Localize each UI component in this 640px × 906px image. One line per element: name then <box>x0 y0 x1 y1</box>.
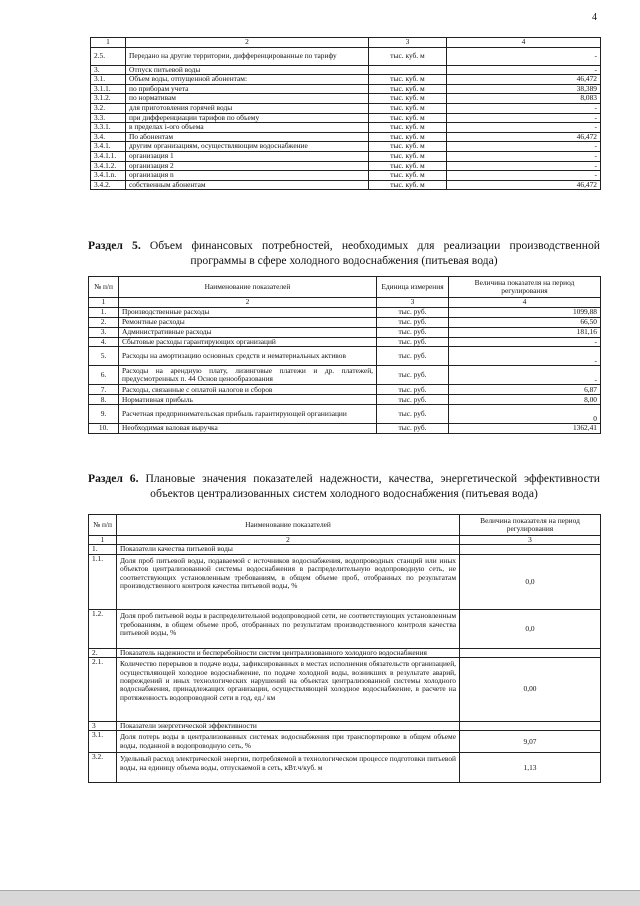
row-name: Административные расходы <box>119 327 377 337</box>
row-value: 8,083 <box>447 94 601 104</box>
row-unit: тыс. руб. <box>377 327 449 337</box>
row-value <box>460 648 601 657</box>
row-unit: тыс. куб. м <box>369 123 447 133</box>
row-value: - <box>449 347 601 366</box>
water-volume-table <box>90 37 601 190</box>
row-number: 3.4.1.1. <box>91 151 126 161</box>
table-row <box>91 123 601 133</box>
row-number: 2.5. <box>91 47 126 65</box>
row-value: 6,87 <box>449 385 601 395</box>
header-cell: 3 <box>369 38 447 48</box>
row-value: 46,472 <box>447 180 601 190</box>
row-unit: тыс. руб. <box>377 424 449 434</box>
row-unit: тыс. куб. м <box>369 151 447 161</box>
row-number: 7. <box>89 385 119 395</box>
row-value: - <box>447 113 601 123</box>
table-row <box>91 47 601 65</box>
header-cell: 4 <box>447 38 601 48</box>
table-row <box>89 610 601 649</box>
row-value: - <box>447 123 601 133</box>
row-number: 3 <box>89 722 117 731</box>
row-name: в пределах i-ого объема <box>126 123 369 133</box>
table-row <box>89 424 601 434</box>
row-value <box>460 722 601 731</box>
bottom-scan-bar <box>0 890 640 906</box>
row-name: организация n <box>126 171 369 181</box>
table3-index-row <box>89 536 601 545</box>
row-unit: тыс. куб. м <box>369 142 447 152</box>
row-unit: тыс. руб. <box>377 317 449 327</box>
group-row <box>89 648 601 657</box>
row-value: - <box>447 65 601 75</box>
row-name: Доля проб питьевой воды, подаваемой с источников водоснабжения, водопроводных станций или иных объектов централизованной системы водоснабжения в распределительную водопроводную сеть, не соответствующих установленным требованиям, в общем объеме проб, отобранных по результатам производственного контроля качества питьевой воды, % <box>117 554 460 609</box>
row-value: - <box>449 366 601 385</box>
table3-header-row <box>89 515 601 536</box>
row-number: 1. <box>89 545 117 554</box>
row-value: 0 <box>449 405 601 424</box>
row-unit: тыс. куб. м <box>369 180 447 190</box>
row-value: 38,389 <box>447 84 601 94</box>
table-row <box>89 395 601 405</box>
row-number: 3.3.1. <box>91 123 126 133</box>
row-number: 8. <box>89 395 119 405</box>
row-unit: тыс. руб. <box>377 307 449 317</box>
row-number: 3.1. <box>91 75 126 85</box>
row-number: 3. <box>91 65 126 75</box>
index-cell: 3 <box>460 536 601 545</box>
row-name: организация 1 <box>126 151 369 161</box>
col-header-num: № п/п <box>89 277 119 298</box>
row-value: 1362,41 <box>449 424 601 434</box>
table-row <box>89 658 601 722</box>
row-number: 3.4.2. <box>91 180 126 190</box>
financial-needs-table <box>88 276 601 434</box>
table2-index-row <box>89 298 601 308</box>
header-cell: 1 <box>91 38 126 48</box>
row-unit: тыс. куб. м <box>369 94 447 104</box>
row-name: собственным абонентам <box>126 180 369 190</box>
table-row <box>91 103 601 113</box>
table-row <box>89 327 601 337</box>
row-number: 3.2. <box>91 103 126 113</box>
row-unit: тыс. руб. <box>377 385 449 395</box>
row-name: Ремонтные расходы <box>119 317 377 327</box>
row-number: 6. <box>89 366 119 385</box>
row-unit: тыс. куб. м <box>369 103 447 113</box>
row-value: 0,0 <box>460 610 601 649</box>
row-name: Необходимая валовая выручка <box>119 424 377 434</box>
row-name: Доля потерь воды в централизованных системах водоснабжения при транспортировке в общем объеме воды, поданной в водопроводную сеть, % <box>117 731 460 753</box>
row-number: 1.1. <box>89 554 117 609</box>
section5-label: Раздел 5. <box>88 239 141 252</box>
page-number: 4 <box>592 12 597 23</box>
row-value: - <box>447 161 601 171</box>
col-header-unit: Единица измерения <box>377 277 449 298</box>
row-number: 1.2. <box>89 610 117 649</box>
row-value: - <box>447 142 601 152</box>
row-value <box>460 545 601 554</box>
index-cell: 3 <box>377 298 449 308</box>
row-number: 3.4.1.2. <box>91 161 126 171</box>
row-unit: тыс. руб. <box>377 347 449 366</box>
table-row <box>89 385 601 395</box>
row-unit: тыс. куб. м <box>369 75 447 85</box>
row-name: Удельный расход электрической энергии, потребляемой в технологическом процессе подготовки питьевой воды, на единицу объема воды, отпускаемой в сеть, кВт.ч/куб. м <box>117 753 460 783</box>
row-unit: тыс. руб. <box>377 395 449 405</box>
table-row <box>91 84 601 94</box>
row-value: 1,13 <box>460 753 601 783</box>
row-value: 0,0 <box>460 554 601 609</box>
col-header-value: Величина показателя на период регулирования <box>460 515 601 536</box>
row-value: 8,00 <box>449 395 601 405</box>
table-row <box>89 347 601 366</box>
row-value: 9,07 <box>460 731 601 753</box>
row-value: 66,50 <box>449 317 601 327</box>
section6-label: Раздел 6. <box>88 472 139 485</box>
row-unit: тыс. руб. <box>377 405 449 424</box>
row-unit: тыс. руб. <box>377 337 449 347</box>
row-value: 0,00 <box>460 658 601 722</box>
row-unit: тыс. куб. м <box>369 47 447 65</box>
row-name: По абонентам <box>126 132 369 142</box>
table-row <box>89 731 601 753</box>
table-row <box>89 337 601 347</box>
table-row <box>91 180 601 190</box>
section5-heading <box>88 238 600 268</box>
row-unit: тыс. куб. м <box>369 161 447 171</box>
row-number: 3.4.1.n. <box>91 171 126 181</box>
table-row <box>91 113 601 123</box>
index-cell: 1 <box>89 298 119 308</box>
section6-heading <box>88 471 600 501</box>
row-value: 46,472 <box>447 132 601 142</box>
row-number: 4. <box>89 337 119 347</box>
row-name: Передано на другие территории, дифференцированные по тарифу <box>126 47 369 65</box>
table-row <box>89 554 601 609</box>
table-row <box>89 753 601 783</box>
indicators-table <box>88 514 601 783</box>
table-row <box>91 151 601 161</box>
row-name: Доля проб питьевой воды в распределительной водопроводной сети, не соответствующих установленным требованиям, в общем объеме проб, отобранных по результатам производственного контроля качества питьевой воды, % <box>117 610 460 649</box>
row-name: Производственные расходы <box>119 307 377 317</box>
table-row <box>91 171 601 181</box>
row-name: Сбытовые расходы гарантирующих организаций <box>119 337 377 347</box>
row-number: 3.4.1. <box>91 142 126 152</box>
row-unit: тыс. куб. м <box>369 113 447 123</box>
table-row <box>91 75 601 85</box>
row-name: Объем воды, отпущенной абонентам: <box>126 75 369 85</box>
row-name: Показатели энергетической эффективности <box>117 722 460 731</box>
row-number: 3.1.2. <box>91 94 126 104</box>
row-unit: тыс. куб. м <box>369 132 447 142</box>
row-name: по приборам учета <box>126 84 369 94</box>
index-cell: 2 <box>119 298 377 308</box>
row-name: Расходы, связанные с оплатой налогов и сборов <box>119 385 377 395</box>
row-number: 1. <box>89 307 119 317</box>
col-header-num: № п/п <box>89 515 117 536</box>
index-cell: 2 <box>117 536 460 545</box>
row-name: для приготовления горячей воды <box>126 103 369 113</box>
row-name: Показатели качества питьевой воды <box>117 545 460 554</box>
table-row <box>89 307 601 317</box>
row-value: - <box>447 151 601 161</box>
row-value: - <box>449 337 601 347</box>
row-name: Показатель надежности и бесперебойности систем централизованного холодного водоснабжения <box>117 648 460 657</box>
row-name: Расчетная предпринимательская прибыль гарантирующей организации <box>119 405 377 424</box>
row-value: - <box>447 103 601 113</box>
row-number: 3. <box>89 327 119 337</box>
index-cell: 1 <box>89 536 117 545</box>
row-number: 2. <box>89 317 119 327</box>
table-row <box>89 405 601 424</box>
table-row <box>91 65 601 75</box>
row-number: 3.3. <box>91 113 126 123</box>
row-number: 2. <box>89 648 117 657</box>
row-value: 1099,88 <box>449 307 601 317</box>
table-row <box>91 94 601 104</box>
table-row <box>91 132 601 142</box>
table-row <box>89 317 601 327</box>
row-number: 10. <box>89 424 119 434</box>
row-number: 3.1. <box>89 731 117 753</box>
row-name: другим организациям, осуществляющим водоснабжение <box>126 142 369 152</box>
col-header-name: Наименование показателей <box>117 515 460 536</box>
section6-title: Плановые значения показателей надежности, качества, энергетической эффективности объектов централизованных систем холодного водоснабжения (питьевая вода) <box>145 472 601 500</box>
table-row <box>91 142 601 152</box>
row-unit: тыс. руб. <box>377 366 449 385</box>
row-number: 2.1. <box>89 658 117 722</box>
row-name: организация 2 <box>126 161 369 171</box>
index-cell: 4 <box>449 298 601 308</box>
row-unit: тыс. куб. м <box>369 171 447 181</box>
table1-index-row <box>91 38 601 48</box>
row-unit: тыс. куб. м <box>369 84 447 94</box>
row-number: 5. <box>89 347 119 366</box>
row-value: 181,16 <box>449 327 601 337</box>
row-name: Количество перерывов в подаче воды, зафиксированных в местах исполнения обязательств организацией, осуществляющей холодное водоснабжение, по подаче холодной воды, возникших в результате аварий, повреждений и иных технологических нарушений на объектах централизованной системы холодного водоснабжения, принадлежащих организации, осуществляющей холодное водоснабжение, в расчете на протяженность водопроводной сети в год, ед./ км <box>117 658 460 722</box>
row-number: 3.2. <box>89 753 117 783</box>
row-name: при дифференциации тарифов по объему <box>126 113 369 123</box>
row-number: 9. <box>89 405 119 424</box>
row-name: Расходы на арендную плату, лизинговые платежи и др. платежей, предусмотренных п. 44 Основ ценообразования <box>119 366 377 385</box>
section5-title: Объем финансовых потребностей, необходимых для реализации производственной программы в сфере холодного водоснабжения (питьевая вода) <box>149 239 600 267</box>
row-number: 3.4. <box>91 132 126 142</box>
header-cell: 2 <box>126 38 369 48</box>
group-row <box>89 545 601 554</box>
col-header-value: Величина показателя на период регулирования <box>449 277 601 298</box>
row-unit <box>369 65 447 75</box>
table2-header-row <box>89 277 601 298</box>
row-value: 46,472 <box>447 75 601 85</box>
table-row <box>91 161 601 171</box>
row-value: - <box>447 171 601 181</box>
row-number: 3.1.1. <box>91 84 126 94</box>
row-name: Расходы на амортизацию основных средств и нематериальных активов <box>119 347 377 366</box>
col-header-name: Наименование показателей <box>119 277 377 298</box>
group-row <box>89 722 601 731</box>
row-name: Отпуск питьевой воды <box>126 65 369 75</box>
row-value: - <box>447 47 601 65</box>
row-name: по нормативам <box>126 94 369 104</box>
row-name: Нормативная прибыль <box>119 395 377 405</box>
table-row <box>89 366 601 385</box>
